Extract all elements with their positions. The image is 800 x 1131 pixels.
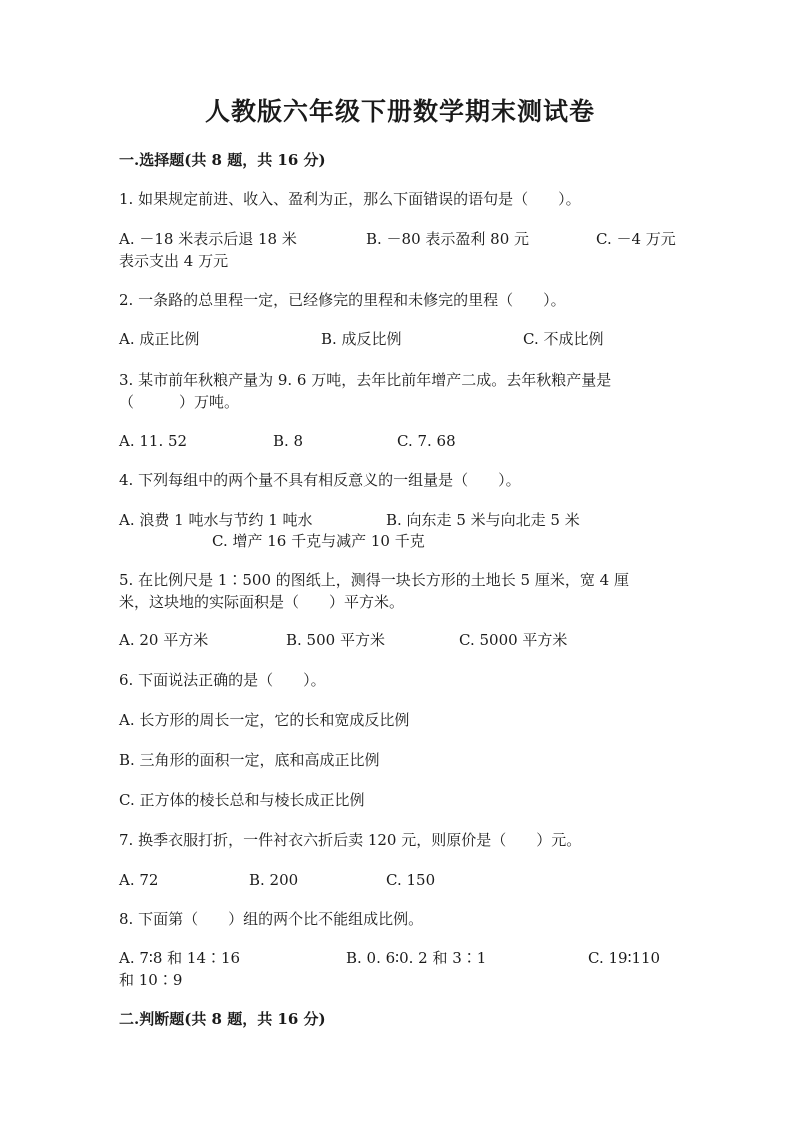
question-8-option-c-continued: 和 10∶9 <box>119 971 183 989</box>
question-3-stem-line-2: （ ）万吨。 <box>119 393 240 411</box>
question-6-option-a: A. 长方形的周长一定，它的长和宽成反比例 <box>119 711 410 729</box>
question-2-stem: 2. 一条路的总里程一定，已经修完的里程和未修完的里程（ ）。 <box>119 291 566 309</box>
question-1-option-a: A. －18 米表示后退 18 米 <box>119 230 297 248</box>
question-8-option-a: A. 7∶8 和 14∶16 <box>119 949 241 967</box>
question-6-option-b: B. 三角形的面积一定，底和高成正比例 <box>119 751 380 769</box>
question-7-option-a: A. 72 <box>119 871 159 889</box>
question-2-option-c: C. 不成比例 <box>523 330 604 348</box>
question-1-option-b: B. －80 表示盈利 80 元 <box>366 230 530 248</box>
question-1-option-c: C. －4 万元 <box>596 230 676 248</box>
question-8-stem: 8. 下面第（ ）组的两个比不能组成比例。 <box>119 910 424 928</box>
question-5-option-b: B. 500 平方米 <box>286 631 385 649</box>
question-5-stem-line-2: 米，这块地的实际面积是（ ）平方米。 <box>119 593 405 611</box>
question-7-option-c: C. 150 <box>386 871 436 889</box>
question-8-option-b: B. 0. 6∶0. 2 和 3∶1 <box>346 949 487 967</box>
question-4-option-a: A. 浪费 1 吨水与节约 1 吨水 <box>119 511 313 529</box>
question-7-stem: 7. 换季衣服打折，一件衬衣六折后卖 120 元，则原价是（ ）元。 <box>119 831 582 849</box>
section-heading-choice: 一.选择题(共 8 题，共 16 分) <box>119 151 326 169</box>
question-4-stem: 4. 下列每组中的两个量不具有相反意义的一组量是（ ）。 <box>119 471 521 489</box>
question-1-stem: 1. 如果规定前进、收入、盈利为正，那么下面错误的语句是（ ）。 <box>119 190 581 208</box>
question-7-option-b: B. 200 <box>249 871 299 889</box>
question-6-stem: 6. 下面说法正确的是（ ）。 <box>119 671 326 689</box>
question-5-stem-line-1: 5. 在比例尺是 1∶500 的图纸上，测得一块长方形的土地长 5 厘米，宽 4 厘 <box>119 571 629 589</box>
question-4-option-b: B. 向东走 5 米与向北走 5 米 <box>386 511 580 529</box>
question-4-option-c: C. 增产 16 千克与减产 10 千克 <box>212 532 425 550</box>
question-1-option-c-continued: 表示支出 4 万元 <box>119 252 229 270</box>
question-2-option-b: B. 成反比例 <box>321 330 402 348</box>
question-2-option-a: A. 成正比例 <box>119 330 200 348</box>
question-5-option-c: C. 5000 平方米 <box>459 631 568 649</box>
question-3-option-c: C. 7. 68 <box>397 432 456 450</box>
section-heading-judgment: 二.判断题(共 8 题，共 16 分) <box>119 1010 326 1028</box>
question-3-option-b: B. 8 <box>273 432 304 450</box>
question-3-option-a: A. 11. 52 <box>119 432 188 450</box>
question-3-stem-line-1: 3. 某市前年秋粮产量为 9. 6 万吨，去年比前年增产二成。去年秋粮产量是 <box>119 371 612 389</box>
page-title: 人教版六年级下册数学期末测试卷 <box>204 97 595 126</box>
question-5-option-a: A. 20 平方米 <box>119 631 209 649</box>
question-8-option-c: C. 19∶110 <box>588 949 661 967</box>
question-6-option-c: C. 正方体的棱长总和与棱长成正比例 <box>119 791 365 809</box>
